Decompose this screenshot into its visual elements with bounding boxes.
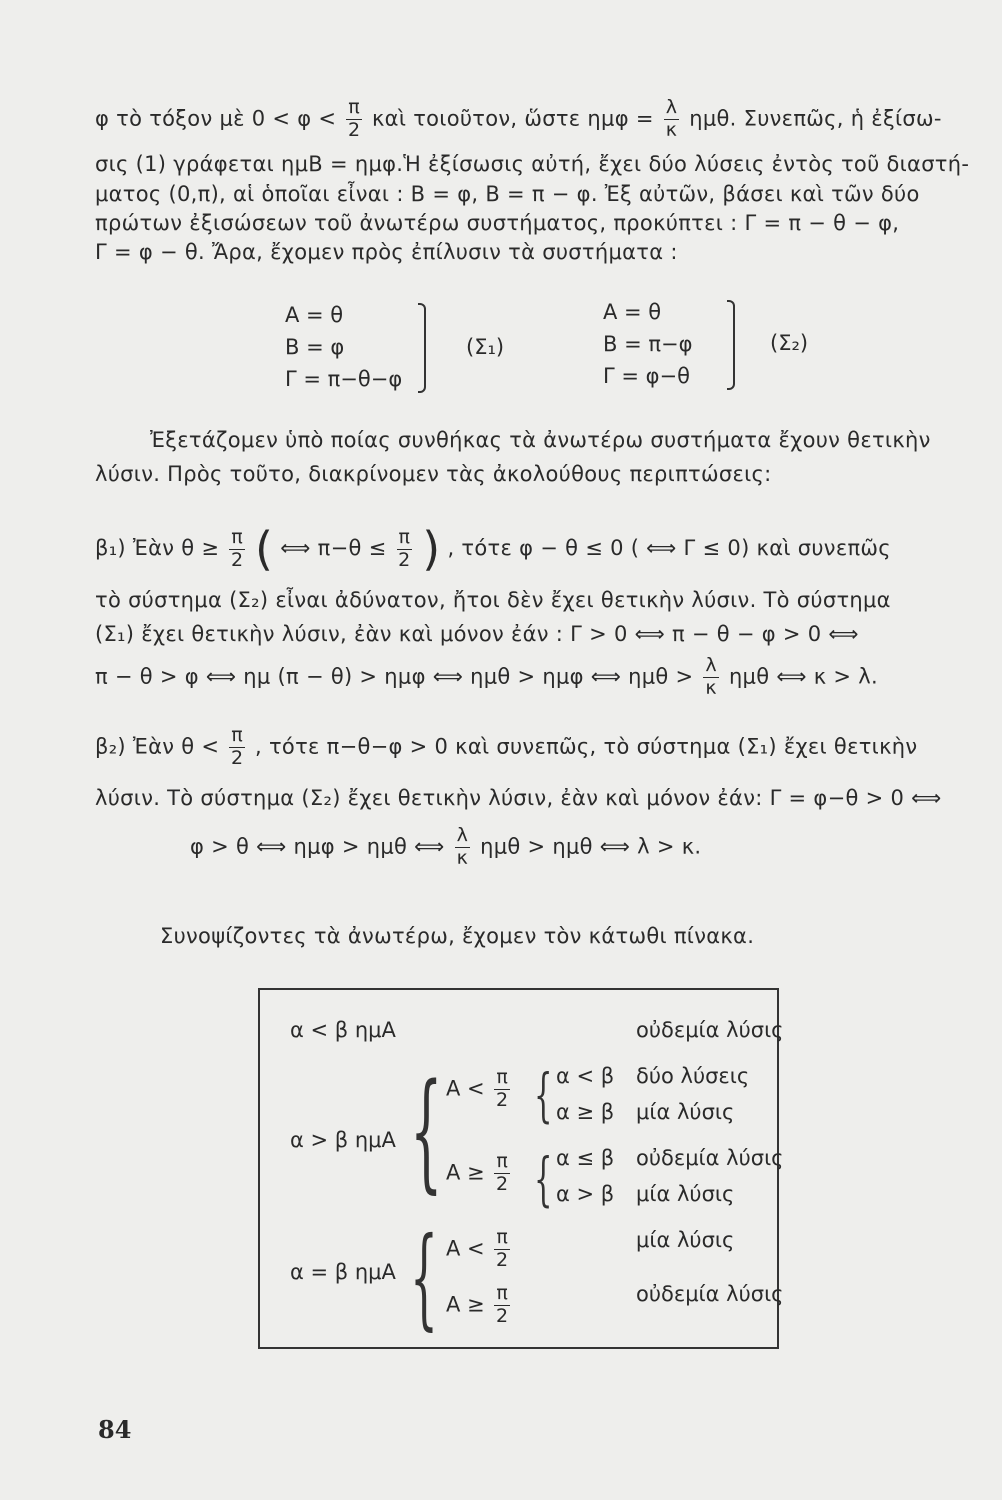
table-r2-c2: α ≥ β: [556, 1100, 615, 1124]
table-r2-res2: μία λύσις: [636, 1100, 735, 1124]
fraction-pi-over-2: $\frac{\pi}{2}$: [496, 1226, 509, 1271]
table-r3-a: Α < $\frac{\pi}{2}$: [446, 1226, 509, 1271]
fraction-pi-over-2: $\frac{\pi}{2}$: [398, 525, 411, 571]
case-beta2-line: β₂) Ἐὰν θ < $\frac{\pi}{2}$ , τότε π−θ−φ > 0 καὶ συνεπῶς, τὸ σύστημα (Σ₁) ἔχει θετικὴν: [95, 724, 918, 769]
text-line-11: π − θ > φ ⟺ ημ (π − θ) > ημφ ⟺ ημθ > ημφ ⟺ ημθ > $\frac{\lambda}{\kappa}$ ημθ ⟺ κ > λ.: [95, 654, 878, 699]
sys1-row2: Β = φ: [285, 335, 345, 359]
fraction-pi-over-2: $\frac{\pi}{2}$: [496, 1150, 509, 1195]
sys2-row1: Α = θ: [603, 300, 662, 324]
table-r2-c3: α ≤ β: [556, 1146, 615, 1170]
table-r2-res4: μία λύσις: [636, 1182, 735, 1206]
fraction-lambda-over-kappa: $\frac{\lambda}{\kappa}$: [456, 824, 469, 869]
fraction-lambda-over-kappa: $\frac{\lambda}{\kappa}$: [665, 96, 678, 141]
fraction-pi-over-2: $\frac{\pi}{2}$: [230, 724, 244, 769]
text-line-14: φ > θ ⟺ ημφ > ημθ ⟺ $\frac{\lambda}{\kappa}$ ημθ > ημθ ⟺ λ > κ.: [190, 824, 702, 869]
table-r3-b: Α ≥ $\frac{\pi}{2}$: [446, 1282, 509, 1327]
text-line-15: Συνοψίζοντες τὰ ἀνωτέρω, ἔχομεν τὸν κάτωθι πίνακα.: [160, 924, 755, 948]
text-line-1: φ τὸ τόξον μὲ 0 < φ < $\frac{\pi}{2}$ καὶ τοιοῦτον, ὥστε ημφ = $\frac{\lambda}{\kappa}$ ημθ. Συνεπῶς, ἡ ἐξίσω-: [95, 96, 942, 141]
fraction-lambda-over-kappa: $\frac{\lambda}{\kappa}$: [705, 654, 717, 699]
sys2-row2: Β = π−φ: [603, 332, 693, 356]
sys2-label: (Σ₂): [770, 331, 809, 355]
text-line-5: Γ = φ − θ. Ἄρα, ἔχομεν πρὸς ἐπίλυσιν τὰ συστήματα :: [95, 240, 678, 264]
table-r2-a: Α < $\frac{\pi}{2}$: [446, 1066, 509, 1111]
text-line-9: τὸ σύστημα (Σ₂) εἶναι ἀδύνατον, ἤτοι δὲν ἔχει θετικὴν λύσιν. Τὸ σύστημα: [95, 588, 891, 612]
table-r2-c4: α > β: [556, 1182, 615, 1206]
text-line-2: σις (1) γράφεται ημΒ = ημφ.Ἡ ἐξίσωσις αὐτή, ἔχει δύο λύσεις ἐντὸς τοῦ διαστή-: [95, 152, 970, 176]
text-line-7: λύσιν. Πρὸς τοῦτο, διακρίνομεν τὰς ἀκολούθους περιπτώσεις:: [95, 462, 772, 486]
page-number: 84: [98, 1415, 132, 1444]
table-r3-res2: οὐδεμία λύσις: [636, 1282, 784, 1306]
table-r3-res1: μία λύσις: [636, 1228, 735, 1252]
sys1-row3: Γ = π−θ−φ: [285, 367, 403, 391]
sys2-row3: Γ = φ−θ: [603, 364, 690, 388]
table-r1-res: οὐδεμία λύσις: [636, 1018, 784, 1042]
table-r2-a-brace: {: [534, 1061, 553, 1129]
text-line-3: ματος (0,π), αἱ ὁποῖαι εἶναι : Β = φ, Β = π − φ. Ἐξ αὐτῶν, βάσει καὶ τῶν δύο: [95, 182, 920, 206]
table-r2-cond: α > β ημΑ: [290, 1128, 396, 1152]
sys1-brace: [418, 303, 426, 393]
fraction-pi-over-2: $\frac{\pi}{2}$: [230, 525, 244, 571]
text-line-6: Ἐξετάζομεν ὑπὸ ποίας συνθήκας τὰ ἀνωτέρω συστήματα ἔχουν θετικὴν: [150, 428, 931, 452]
case-beta1-line: β₁) Ἐὰν θ ≥ $\frac{\pi}{2}$ ( ⟺ π−θ ≤ $\frac{\pi}{2}$ ) , τότε φ − θ ≤ 0 ( ⟺ Γ ≤ 0) καὶ συνεπῶς: [95, 522, 891, 576]
sys1-row1: Α = θ: [285, 303, 344, 327]
table-r1-cond: α < β ημΑ: [290, 1018, 396, 1042]
fraction-pi-over-2: $\frac{\pi}{2}$: [496, 1282, 509, 1327]
fraction-pi-over-2: $\frac{\pi}{2}$: [496, 1066, 509, 1111]
table-r2-b: Α ≥ $\frac{\pi}{2}$: [446, 1150, 509, 1195]
sys2-brace: [727, 300, 735, 390]
table-r3-brace: {: [410, 1213, 438, 1341]
text-line-4: πρώτων ἐξισώσεων τοῦ ἀνωτέρω συστήματος, προκύπτει : Γ = π − θ − φ,: [95, 211, 900, 235]
text-line-13: λύσιν. Τὸ σύστημα (Σ₂) ἔχει θετικὴν λύσιν, ἐὰν καὶ μόνον ἐάν: Γ = φ−θ > 0 ⟺: [95, 786, 942, 810]
text-line-10: (Σ₁) ἔχει θετικὴν λύσιν, ἐὰν καὶ μόνον ἐάν : Γ > 0 ⟺ π − θ − φ > 0 ⟺: [95, 622, 859, 646]
table-r2-brace: {: [410, 1057, 443, 1206]
table-r2-c1: α < β: [556, 1064, 615, 1088]
table-r2-res1: δύο λύσεις: [636, 1064, 750, 1088]
table-r2-b-brace: {: [534, 1145, 553, 1213]
fraction-pi-over-2: $\frac{\pi}{2}$: [347, 96, 361, 141]
table-r2-res3: οὐδεμία λύσις: [636, 1146, 784, 1170]
table-r3-cond: α = β ημΑ: [290, 1260, 396, 1284]
sys1-label: (Σ₁): [466, 335, 505, 359]
